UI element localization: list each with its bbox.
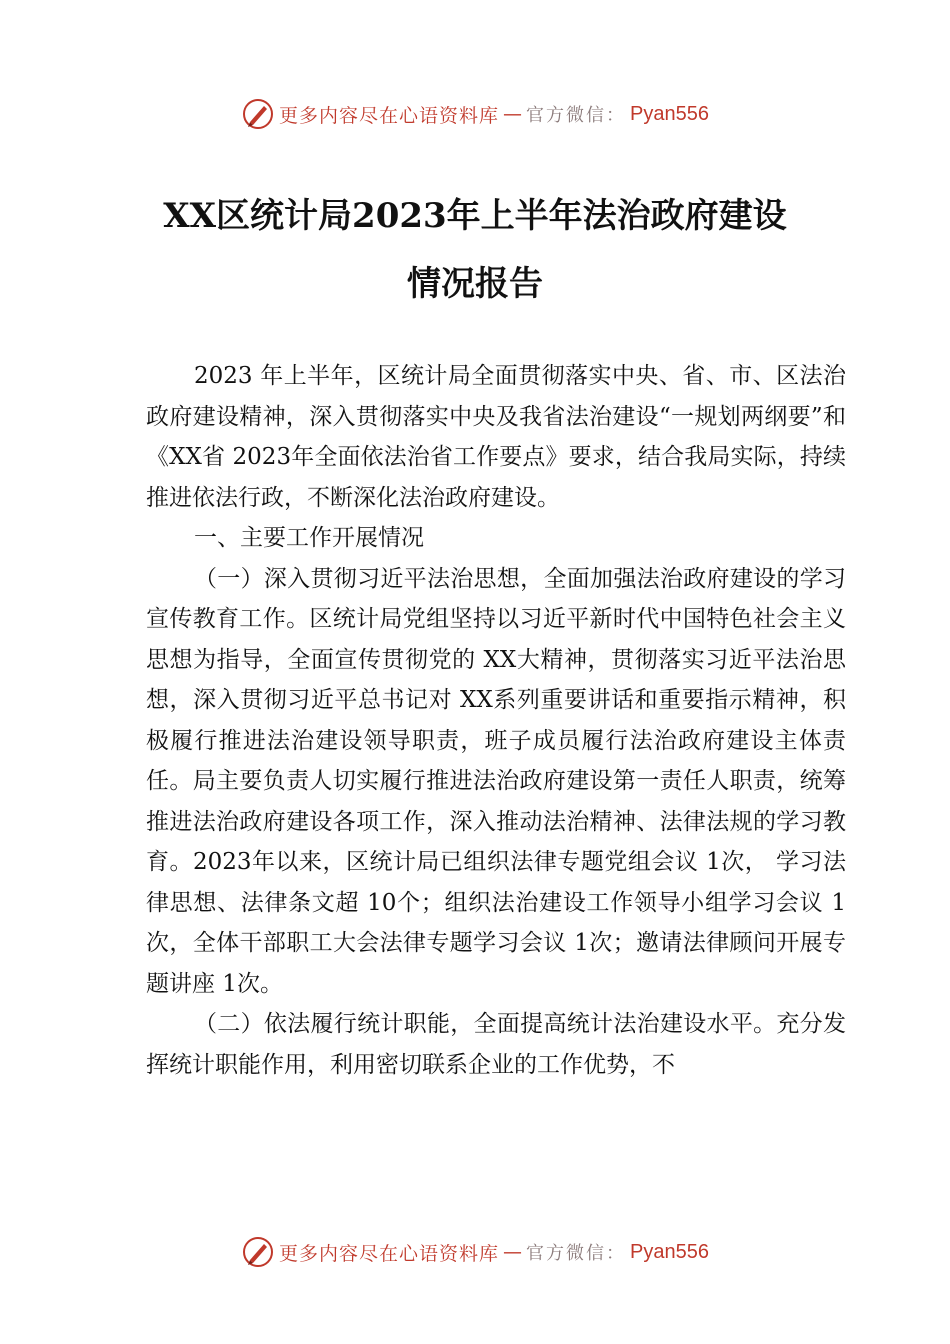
watermark-brand: 更多内容尽在心语资料库 [279, 104, 500, 127]
watermark-footer [0, 1232, 950, 1272]
document-body [146, 356, 846, 1085]
document-title-line1: XX区统计局2023年上半年法治政府建设 [163, 196, 787, 236]
watermark-label: 官方微信： [526, 105, 627, 126]
subsection-paragraph-2: （二）依法履行统计职能，全面提高统计法治建设水平。充分发挥统计职能作用，利用密切联系企业的工作优势，不 [146, 1011, 846, 1078]
watermark-wechat-id: Pyan556 [630, 1240, 709, 1263]
intro-paragraph: 2023 年上半年，区统计局全面贯彻落实中央、省、市、区法治政府建设精神，深入贯彻落实中央及我省法治建设“一规划两纲要”和《XX省 2023年全面依法治省工作要点》要求，结合我局实际，持续推进依法行政，不断深化法治政府建设。 [146, 363, 846, 511]
watermark-wechat-id: Pyan556 [630, 102, 709, 125]
section-heading-1: 一、主要工作开展情况 [194, 525, 424, 551]
document-title-line2: 情况报告 [407, 264, 543, 304]
watermark-dash: — [503, 1241, 523, 1263]
watermark-header [0, 94, 950, 134]
watermark-dash: — [503, 103, 523, 125]
watermark-brand: 更多内容尽在心语资料库 [279, 1242, 500, 1265]
subsection-paragraph-1: （一）深入贯彻习近平法治思想，全面加强法治政府建设的学习宣传教育工作。区统计局党组坚持以习近平新时代中国特色社会主义思想为指导，全面宣传贯彻党的 XX大精神，贯彻落实习近平法治思想，深入贯彻习近平总书记对 XX系列重要讲话和重要指示精神，积极履行推进法治建设领导职责，班子成员履行法治政府建设主体责任。局主要负责人切实履行推进法治政府建设第一责任人职责，统筹推进法治政府建设各项工作，深入推动法治精神、法律法规的学习教育。2023年以来，区统计局已组织法律专题党组会议 1次， 学习法律思想、法律条文超 10个；组织法治建设工作领导小组学习会议 1次，全体干部职工大会法律专题学习会议 1次；邀请法律顾问开展专题讲座 1次。 [146, 565, 846, 997]
pen-logo-icon [241, 97, 275, 131]
pen-logo-icon [241, 1235, 275, 1269]
watermark-label: 官方微信： [526, 1243, 627, 1264]
